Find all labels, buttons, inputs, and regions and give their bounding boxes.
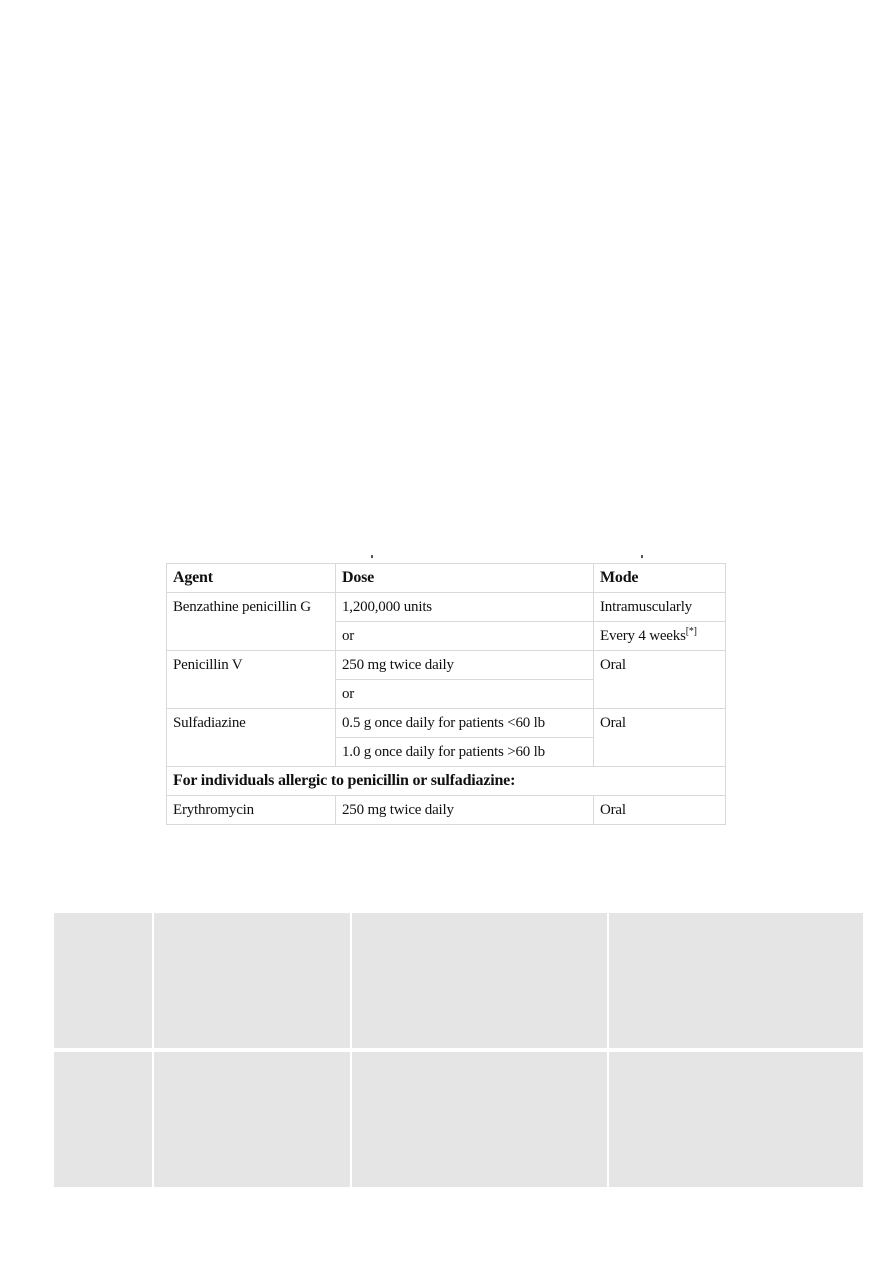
table-row	[167, 593, 726, 622]
table-row	[167, 709, 726, 738]
agent-erythromycin: Erythromycin	[167, 796, 336, 825]
table-header-row	[167, 564, 726, 593]
mode-benzathine-2	[594, 622, 726, 651]
dose-sulfadiazine-2: 1.0 g once daily for patients >60 lb	[336, 738, 594, 767]
table-row	[167, 651, 726, 680]
table-row	[167, 796, 726, 825]
mode-benzathine-2-text: Every 4 weeks	[600, 627, 686, 644]
mode-penicillin-v: Oral	[594, 651, 726, 709]
grid-cell	[609, 1052, 863, 1187]
dose-benzathine-2: or	[336, 622, 594, 651]
prophylaxis-table	[166, 563, 726, 825]
header-dose: Dose	[336, 564, 594, 593]
agent-benzathine: Benzathine penicillin G	[167, 593, 336, 651]
table-section-row	[167, 767, 726, 796]
dose-benzathine-1: 1,200,000 units	[336, 593, 594, 622]
footnote-reference[interactable]: [*]	[685, 625, 697, 637]
dose-penicillin-v-1: 250 mg twice daily	[336, 651, 594, 680]
header-agent: Agent	[167, 564, 336, 593]
grid-cell	[609, 913, 863, 1048]
grid-cell	[352, 913, 607, 1048]
allergy-section-heading: For individuals allergic to penicillin or sulfadiazine:	[167, 767, 726, 796]
mode-benzathine-1: Intramuscularly	[594, 593, 726, 622]
prophylaxis-table-container	[166, 563, 725, 825]
dose-sulfadiazine-1: 0.5 g once daily for patients <60 lb	[336, 709, 594, 738]
empty-gray-grid	[54, 913, 861, 1187]
agent-penicillin-v: Penicillin V	[167, 651, 336, 709]
grid-cell	[154, 1052, 350, 1187]
mode-erythromycin: Oral	[594, 796, 726, 825]
agent-sulfadiazine: Sulfadiazine	[167, 709, 336, 767]
grid-cell	[154, 913, 350, 1048]
dose-erythromycin: 250 mg twice daily	[336, 796, 594, 825]
grid-cell	[352, 1052, 607, 1187]
mode-sulfadiazine: Oral	[594, 709, 726, 767]
header-mode: Mode	[594, 564, 726, 593]
grid-cell	[54, 1052, 152, 1187]
grid-cell	[54, 913, 152, 1048]
cropped-caption-remnant	[166, 555, 725, 563]
dose-penicillin-v-2: or	[336, 680, 594, 709]
